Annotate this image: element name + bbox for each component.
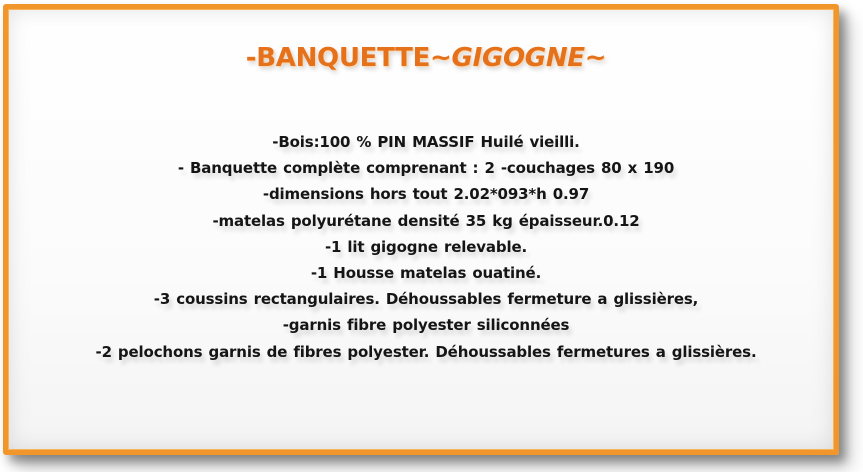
title-prefix: -BANQUETTE~ [245, 43, 452, 73]
title-model-name: GIGOGNE~ [451, 43, 607, 73]
description-line: -1 Housse matelas ouatiné. [310, 264, 542, 283]
description-line: -matelas polyurétane densité 35 kg épaisseur.0.12 [212, 211, 640, 230]
product-description [8, 129, 844, 365]
description-line: -2 pelochons garnis de fibres polyester. Déhoussables fermetures a glissières. [95, 342, 757, 361]
description-line: -Bois:100 % PIN MASSIF Huilé vieilli. [272, 133, 580, 151]
description-line: -dimensions hors tout 2.02*093*h 0.97 [262, 185, 590, 204]
description-line: -garnis fibre polyester siliconnées [282, 316, 570, 335]
description-line: -3 coussins rectangulaires. Déhoussables fermeture a glissières, [153, 290, 699, 309]
description-line: -1 lit gigogne relevable. [324, 237, 528, 256]
description-line: - Banquette complète comprenant : 2 -couchages 80 x 190 [177, 159, 675, 178]
orange-frame [3, 4, 839, 455]
product-title [8, 41, 844, 75]
